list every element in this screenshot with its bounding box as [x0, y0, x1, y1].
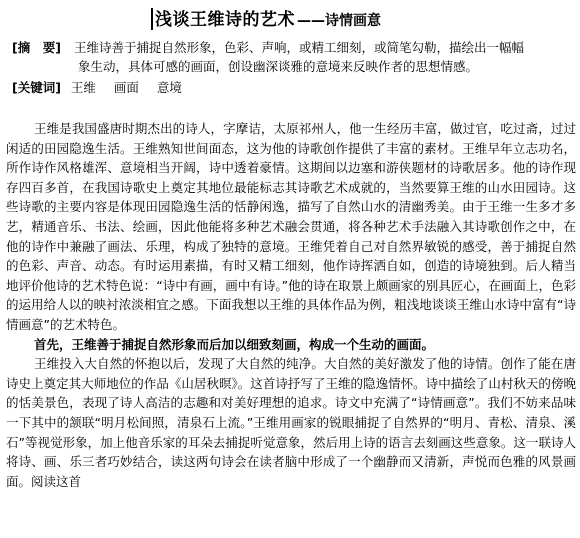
body-text — [6, 119, 576, 491]
title-row — [151, 6, 381, 30]
paragraph-analysis: 王维投入大自然的怀抱以后，发现了大自然的纯净。大自然的美好激发了他的诗情。创作了能在唐诗史上奠定其大师地位的作品《山居秋暝》。这首诗抒写了王维的隐逸情怀。诗中描绘了山村秋天的傍晚的恬美景色，表现了诗人高洁的志趣和对美好理想的追求。诗文中充满了“诗情画意”。我们不妨来品味一下其中的颔联“明月松间照，清泉石上流。”王维用画家的锐眼捕捉了自然界的“明月、青松、清泉、溪石”等视觉形象，加上他音乐家的耳朵去捕捉听觉意象，然后用上诗的语言去刻画这些意象。这一联诗人将诗、画、乐三者巧妙结合，读这两句诗会在读者脑中形成了一个幽静而又清新，声悦而色雅的风景画面。阅读这首 — [6, 356, 576, 489]
abstract-text-1: 王维诗善于捕捉自然形象，色彩、声响，或精工细刻，或简笔勾勒，描绘出一幅幅 — [74, 40, 525, 55]
keywords — [12, 78, 196, 97]
abstract-line-1 — [12, 38, 578, 57]
paragraph-heading: 首先，王维善于捕捉自然形象而后加以细致刻画，构成一个生动的画面。 — [34, 336, 435, 352]
abstract — [12, 38, 578, 76]
page-title: 浅谈王维诗的艺术 — [155, 10, 295, 30]
text-cursor — [151, 8, 153, 30]
keywords-label: [关键词] — [12, 80, 61, 95]
abstract-text-2: 象生动，具体可感的画面，创设幽深谈雅的意境来反映作者的思想情感。 — [78, 59, 479, 74]
keyword: 王维 — [70, 80, 96, 95]
page-subtitle: ——诗情画意 — [297, 13, 381, 29]
keyword: 画面 — [113, 80, 139, 95]
paragraph-intro: 王维是我国盛唐时期杰出的诗人，字摩诘，太原祁州人，他一生经历丰富，做过官，吃过斋，过过闲适的田园隐逸生活。王维熟知世间面态，这为他的诗歌创作提供了丰富的素材。王维早年立志功名，所作诗作风格雄浑、意境相当开阔，诗中透着豪情。这期间以边塞和游侠题材的诗歌居多。他的诗作现存四百多首，在我国诗歌史上奠定其地位最能标志其诗歌艺术成就的，当然要算王维的山水田园诗。这些诗歌的主要内容是体现田园隐逸生活的恬静闲逸，描写了自然山水的清幽秀美。由于王维一生多才多艺，精通音乐、书法、绘画，因此他能将多种艺术融会贯通，将各种艺术手法融入其诗歌创作之中，在他的诗作中兼融了画法、乐理，构成了独特的意境。王维凭着自己对自然界敏锐的感受，善于捕捉自然的色彩、声音、动态。有时运用素描，有时又精工细刻，他作诗挥洒自如，创造的诗境独到。后人精当地评价他诗的艺术特色说：“诗中有画，画中有诗。”他的诗在取景上颇画家的别具匠心，在画面上，色彩的运用给人以的映衬浓淡相宜之感。下面我想以王维的具体作品为例，粗浅地谈谈王维山水诗中富有“诗情画意”的艺术特色。 — [6, 121, 576, 332]
keyword: 意境 — [156, 80, 182, 95]
abstract-label: [摘 要] — [12, 40, 61, 55]
